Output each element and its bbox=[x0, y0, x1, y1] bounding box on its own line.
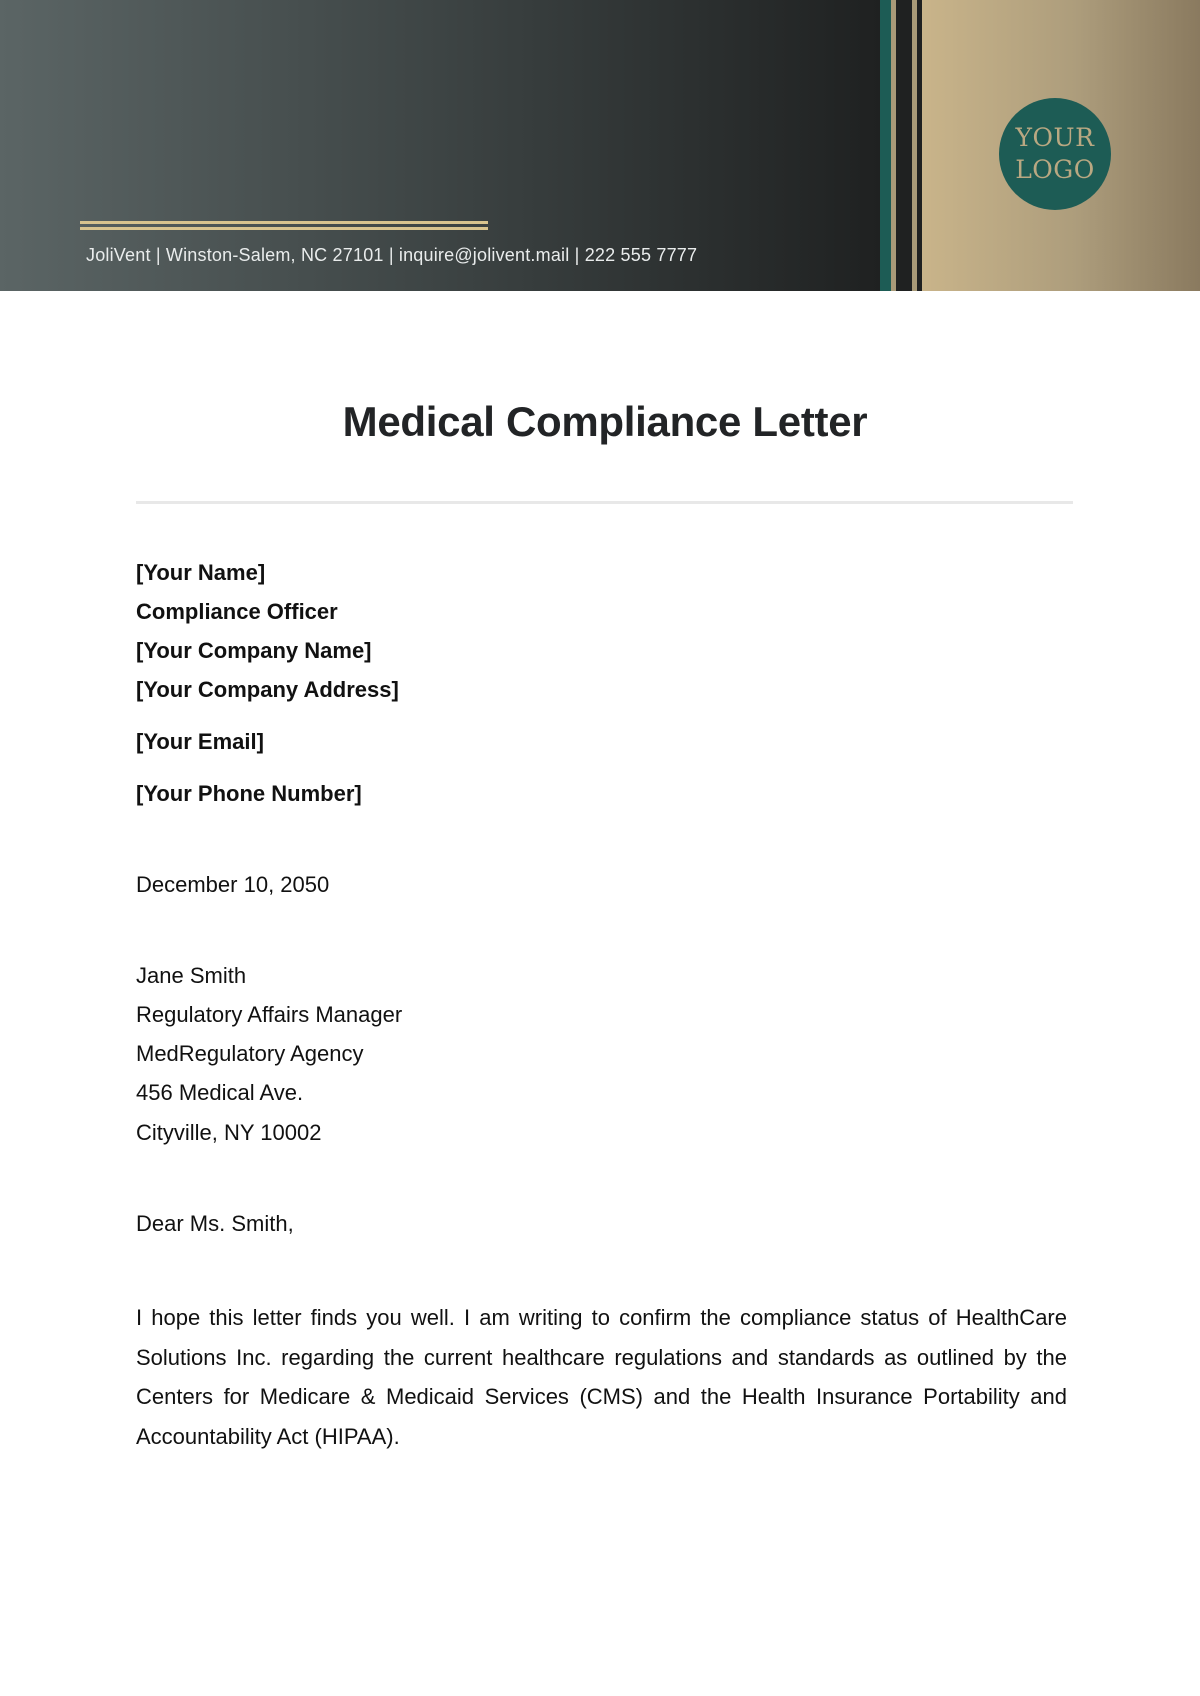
sender-position: Compliance Officer bbox=[136, 599, 338, 624]
banner-dark-stripe bbox=[896, 0, 912, 291]
sender-email: [Your Email] bbox=[136, 729, 264, 754]
body-paragraph: I hope this letter finds you well. I am writing to confirm the compliance status of HealthCare Solutions Inc. regarding the current healthcare regulations and standards as outlined by the Centers for Medicare & Medicaid Services (CMS) and the Health Insurance Portability and Accountability Act (HIPAA). bbox=[136, 1305, 1067, 1449]
recipient-organization: MedRegulatory Agency bbox=[136, 1041, 364, 1066]
salutation: Dear Ms. Smith, bbox=[136, 1211, 294, 1236]
recipient-name: Jane Smith bbox=[136, 963, 247, 988]
letter-date: December 10, 2050 bbox=[136, 872, 330, 897]
sender-phone: [Your Phone Number] bbox=[136, 781, 362, 806]
banner-teal-stripe bbox=[880, 0, 891, 291]
contact-line: JoliVent | Winston-Salem, NC 27101 | inquire@jolivent.mail | 222 555 7777 bbox=[86, 245, 698, 265]
sender-name: [Your Name] bbox=[136, 560, 266, 585]
page-title: Medical Compliance Letter bbox=[342, 398, 868, 445]
recipient-title: Regulatory Affairs Manager bbox=[136, 1002, 403, 1027]
title-divider bbox=[136, 501, 1073, 504]
sender-address: [Your Company Address] bbox=[136, 677, 399, 702]
company-logo: YOUR LOGO bbox=[999, 98, 1111, 210]
gold-accent-line bbox=[80, 221, 488, 224]
letterhead-banner bbox=[0, 0, 1200, 291]
recipient-city: Cityville, NY 10002 bbox=[136, 1120, 322, 1145]
recipient-street: 456 Medical Ave. bbox=[136, 1080, 304, 1105]
gold-accent-line bbox=[80, 227, 488, 230]
sender-company: [Your Company Name] bbox=[136, 638, 372, 663]
